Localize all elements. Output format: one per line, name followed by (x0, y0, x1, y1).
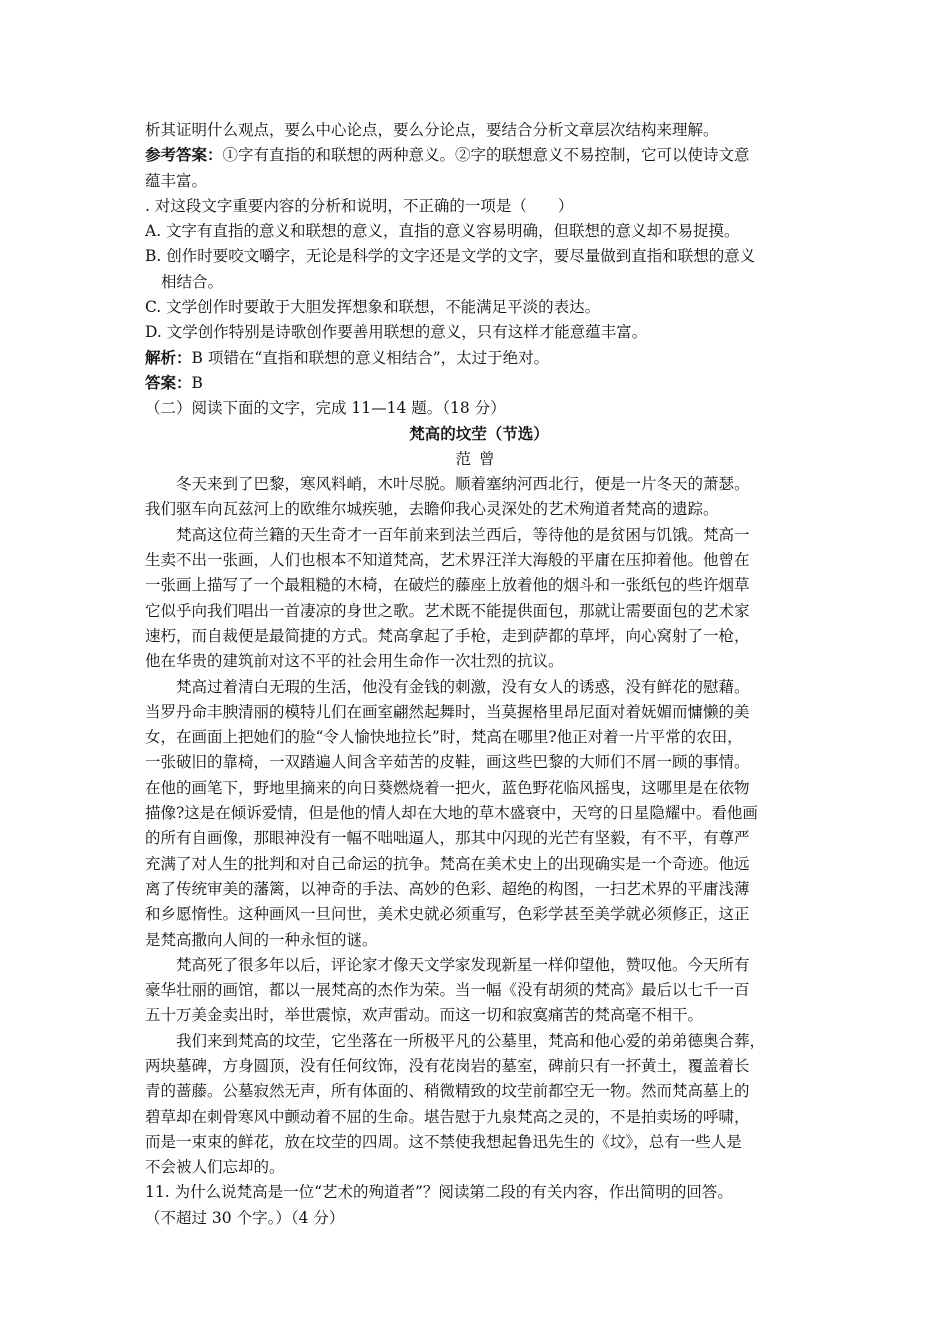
article-line: 碧草却在刺骨寒风中颤动着不屈的生命。堪告慰于九泉梵高之灵的，不是拍卖场的呼啸， (145, 1107, 750, 1126)
article-line: 在他的画笔下，野地里摘来的向日葵燃烧着一把火，蓝色野花临风摇曳，这哪里是在依物 (145, 778, 750, 797)
article-line: 两块墓碑，方身圆顶，没有任何纹饰，没有花岗岩的墓室，碑前只有一抔黄土，覆盖着长 (145, 1056, 750, 1075)
article-line: 青的蔷藤。公墓寂然无声，所有体面的、稍微精致的坟茔前都空无一物。然而梵高墓上的 (145, 1082, 750, 1101)
analysis-label: 解析： (145, 348, 192, 367)
analysis-text: B 项错在“直指和联想的意义相结合”，太过于绝对。 (191, 348, 550, 367)
option-b-continued: 相结合。 (161, 272, 224, 291)
article-line: 当罗丹命丰腴清丽的模特儿们在画室翩然起舞时，当莫握格里昂尼面对着妩媚而慵懒的美 (145, 702, 750, 721)
article-line: 他在华贵的建筑前对这不平的社会用生命作一次壮烈的抗议。 (145, 652, 564, 671)
article-line: 的所有自画像，那眼神没有一幅不咄咄逼人，那其中闪现的光芒有坚毅，有不平，有尊严 (145, 829, 750, 848)
article-line: 不会被人们忘却的。 (145, 1158, 285, 1177)
article-line: 是梵高撒向人间的一种永恒的谜。 (145, 930, 378, 949)
option-d: D. 文学创作特别是诗歌创作要善用联想的意义，只有这样才能意蕴丰富。 (145, 323, 648, 342)
article-line: 一张画上描写了一个最粗糙的木椅，在破烂的藤座上放着他的烟斗和一张纸包的些许烟草 (145, 576, 750, 595)
article-line: 生卖不出一张画，人们也根本不知道梵高，艺术界汪洋大海般的平庸在压抑着他。他曾在 (145, 551, 750, 570)
option-c: C. 文学创作时要敢于大胆发挥想象和联想，不能满足平淡的表达。 (145, 298, 601, 317)
article-line: 梵高这位荷兰籍的天生奇才一百年前来到法兰西后，等待他的是贫困与饥饿。梵高一 (176, 525, 750, 544)
question-10-stem: . 对这段文字重要内容的分析和说明，不正确的一项是（ ） (145, 196, 574, 215)
option-b: B. 创作时要咬文嚼字，无论是科学的文字还是文学的文字，要尽量做到直指和联想的意义 (145, 247, 756, 266)
article-line: 描像?这是在倾诉爱情，但是他的情人却在大地的草木盛衰中，天穹的日星隐耀中。看他画 (145, 804, 758, 823)
reference-answer-continued: 蕴丰富。 (145, 171, 208, 190)
document-page (145, 118, 813, 1231)
reference-answer-text: ①字有直指的和联想的两种意义。②字的联想意义不易控制，它可以使诗文意 (222, 146, 750, 165)
intro-tail-text: 析其证明什么观点，要么中心论点，要么分论点，要结合分析文章层次结构来理解。 (145, 121, 719, 139)
option-a: A. 文字有直指的意义和联想的意义，直指的意义容易明确，但联想的意义却不易捉摸。 (145, 222, 740, 241)
article-line: 五十万美金卖出时，举世震惊，欢声雷动。而这一切和寂寞痛苦的梵高毫不相干。 (145, 1006, 704, 1025)
analysis (145, 346, 813, 371)
reference-answer (145, 143, 813, 168)
section-2-header: （二）阅读下面的文字，完成 11—14 题。（18 分） (145, 399, 506, 418)
question-11: 11. 为什么说梵高是一位“艺术的殉道者”？阅读第二段的有关内容，作出简明的回答。 (145, 1183, 733, 1202)
article-line: 梵高死了很多年以后，评论家才像天文学家发现新星一样仰望他，赞叹他。今天所有 (176, 955, 750, 974)
article-line: 豪华壮丽的画馆，都以一展梵高的杰作为荣。当一幅《没有胡须的梵高》最后以七千一百 (145, 981, 750, 1000)
article-line: 充满了对人生的批判和对自己命运的抗争。梵高在美术史上的出现确实是一个奇迹。他远 (145, 854, 750, 873)
article-line: 冬天来到了巴黎，寒风料峭，木叶尽脱。顺着塞纳河西北行，便是一片冬天的萧瑟。 (176, 475, 750, 494)
article-line: 一张破旧的靠椅，一双踏遍人间含辛茹苦的皮鞋，画这些巴黎的大师们不屑一顾的事情。 (145, 753, 750, 772)
answer (145, 371, 813, 396)
article-line: 和乡愿惰性。这种画风一旦问世，美术史就必须重写，色彩学甚至美学就必须修正，这正 (145, 905, 750, 924)
answer-text: B (191, 373, 203, 392)
reference-answer-label: 参考答案： (145, 146, 223, 165)
question-11-continued: （不超过 30 个字。）（4 分） (145, 1208, 345, 1227)
article-line: 我们来到梵高的坟茔，它坐落在一所极平凡的公墓里，梵高和他心爱的弟弟德奥合葬， (176, 1031, 766, 1050)
answer-label: 答案： (145, 373, 192, 392)
article-body (145, 472, 813, 1180)
article-line: 而是一束束的鲜花，放在坟茔的四周。这不禁使我想起鲁迅先生的《坟》，总有一些人是 (145, 1132, 742, 1151)
article-line: 速朽，而自裁便是最简捷的方式。梵高拿起了手枪，走到萨都的草坪，向心窝射了一枪， (145, 626, 750, 645)
article-line: 离了传统审美的藩篱，以神奇的手法、高妙的色彩、超绝的构图，一扫艺术界的平庸浅薄 (145, 879, 750, 898)
article-line: 它似乎向我们唱出一首凄凉的身世之歌。艺术既不能提供面包，那就让需要面包的艺术家 (145, 601, 750, 620)
article-line: 我们驱车向瓦兹河上的欧维尔城疾驰，去瞻仰我心灵深处的艺术殉道者梵高的遗踪。 (145, 500, 719, 519)
article-line: 女，在画面上把她们的脸“令人愉快地拉长”时，梵高在哪里?他正对着一片平常的农田， (145, 728, 743, 747)
article-author: 范曾 (455, 449, 503, 468)
article-line: 梵高过着清白无瑕的生活，他没有金钱的刺激，没有女人的诱惑，没有鲜花的慰藉。 (176, 677, 750, 696)
article-title: 梵高的坟茔（节选） (409, 424, 549, 443)
